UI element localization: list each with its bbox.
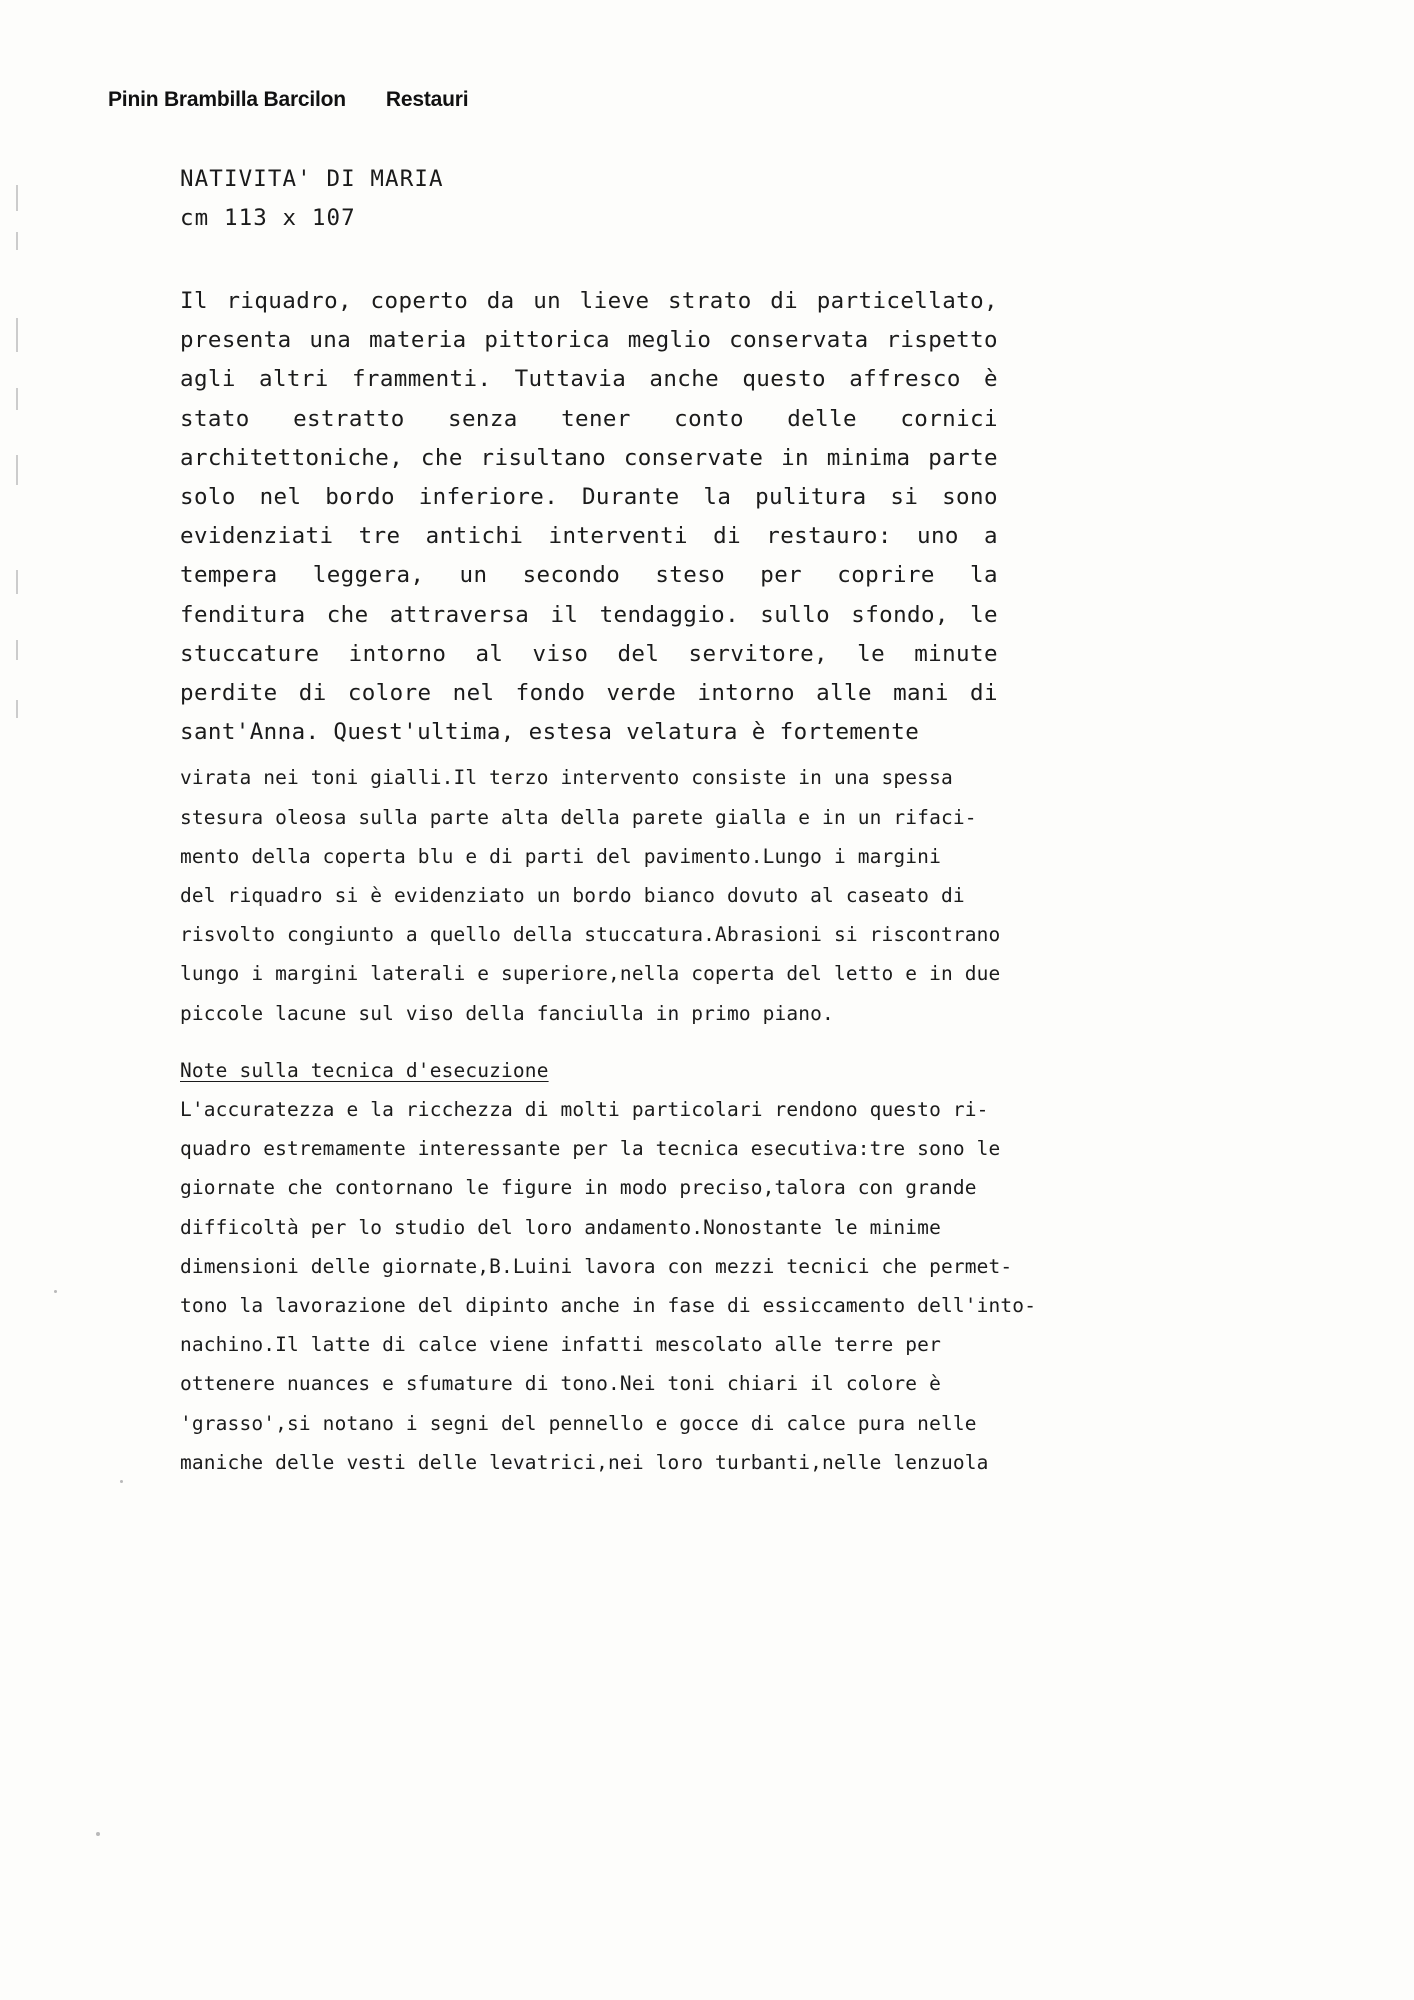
text-word: intorno xyxy=(348,640,447,667)
text-word: per xyxy=(760,562,803,589)
text-word: al xyxy=(475,640,504,667)
text-word: che xyxy=(420,444,463,471)
text-line: L'accuratezza e la ricchezza di molti particolari rendono questo ri- xyxy=(180,1098,989,1122)
text-word: le xyxy=(970,601,998,628)
text-word: affresco xyxy=(849,366,961,393)
text-word: un xyxy=(533,288,562,314)
text-word: anche xyxy=(649,366,720,393)
text-word: pittorica xyxy=(484,327,610,354)
text-line xyxy=(180,596,998,635)
text-word: la xyxy=(703,484,732,511)
text-line: del riquadro si è evidenziato un bordo bianco dovuto al caseato di xyxy=(180,884,965,908)
text-line: nachino.Il latte di calce viene infatti mescolato alle terre per xyxy=(180,1333,941,1357)
text-word: perdite xyxy=(180,680,278,707)
text-word: particellato, xyxy=(816,288,998,314)
text-line xyxy=(180,282,998,321)
technique-notes-paragraph xyxy=(180,1090,1037,1482)
text-word: stato xyxy=(180,405,250,432)
section-subheading: Note sulla tecnica d'esecuzione xyxy=(180,1058,549,1082)
scan-edge-mark xyxy=(16,232,18,250)
text-line xyxy=(180,439,998,478)
artwork-title: NATIVITA' DI MARIA xyxy=(180,166,444,192)
text-word: tendaggio. xyxy=(599,601,740,628)
text-word: che xyxy=(326,601,369,628)
text-word: senza xyxy=(448,405,518,432)
text-word: conservate xyxy=(623,444,764,471)
text-word: agli xyxy=(180,366,236,393)
text-word: leggera, xyxy=(312,562,425,589)
text-word: di xyxy=(970,680,998,707)
text-line xyxy=(180,478,998,517)
text-word: sfondo, xyxy=(851,601,949,628)
text-line: stesura oleosa sulla parte alta della parete gialla e in un rifaci- xyxy=(180,805,977,829)
text-word: conservata xyxy=(729,327,869,354)
text-line xyxy=(180,400,998,439)
text-word: nel xyxy=(259,484,302,511)
text-word: del xyxy=(617,640,660,667)
artwork-title-block xyxy=(180,160,998,238)
text-line xyxy=(180,321,998,360)
text-word: frammenti. xyxy=(351,366,492,393)
text-word: riquadro, xyxy=(226,288,352,314)
text-word: risultano xyxy=(480,444,607,471)
text-word: rispetto xyxy=(886,327,998,354)
scan-edge-mark xyxy=(16,318,18,352)
text-line: piccole lacune sul viso della fanciulla in primo piano. xyxy=(180,1001,834,1025)
text-word: pulitura xyxy=(755,484,867,511)
text-line: difficoltà per lo studio del loro andamento.Nonostante le minime xyxy=(180,1215,941,1239)
text-line: ottenere nuances e sfumature di tono.Nei toni chiari il colore è xyxy=(180,1372,941,1396)
text-word: una xyxy=(309,327,352,354)
text-word: Tuttavia xyxy=(514,366,627,393)
text-line: lungo i margini laterali e superiore,nella coperta del letto e in due xyxy=(180,962,1001,986)
text-line: risvolto congiunto a quello della stuccatura.Abrasioni si riscontrano xyxy=(180,923,1001,947)
text-word: minima xyxy=(826,444,911,471)
text-line: giornate che contornano le figure in modo preciso,talora con grande xyxy=(180,1176,977,1200)
text-word: inferiore. xyxy=(418,484,559,511)
text-word: cornici xyxy=(900,405,998,432)
text-word: in xyxy=(781,444,809,471)
text-line: 'grasso',si notano i segni del pennello e gocce di calce pura nelle xyxy=(180,1411,977,1435)
text-word: conto xyxy=(674,405,744,432)
scan-speck xyxy=(120,1480,123,1483)
text-word: sullo xyxy=(760,601,831,628)
text-word: di xyxy=(770,288,799,314)
text-word: interventi xyxy=(548,523,688,550)
text-line: mento della coperta blu e di parti del pavimento.Lungo i margini xyxy=(180,844,941,868)
text-word: steso xyxy=(655,562,726,589)
scan-speck xyxy=(54,1290,57,1293)
text-line xyxy=(180,674,998,713)
text-line: sant'Anna. Quest'ultima, estesa velatura è fortemente xyxy=(180,719,920,746)
text-word: da xyxy=(486,288,515,314)
text-line: virata nei toni gialli.Il terzo intervento consiste in una spessa xyxy=(180,766,953,790)
text-word: un xyxy=(459,562,488,589)
text-word: il xyxy=(550,601,579,628)
scan-speck xyxy=(96,1832,100,1836)
text-word: lieve xyxy=(579,288,650,314)
text-word: bordo xyxy=(325,484,395,511)
text-line: tono la lavorazione del dipinto anche in fase di essiccamento dell'into- xyxy=(180,1294,1037,1318)
text-line: maniche delle vesti delle levatrici,nei loro turbanti,nelle lenzuola xyxy=(180,1450,989,1474)
scan-edge-mark xyxy=(16,455,18,485)
text-word: attraversa xyxy=(389,601,530,628)
text-word: strato xyxy=(667,288,752,314)
text-word: uno xyxy=(917,523,959,550)
text-line: dimensioni delle giornate,B.Luini lavora con mezzi tecnici che permet- xyxy=(180,1254,1013,1278)
text-word: viso xyxy=(532,640,589,667)
running-head-author: Pinin Brambilla Barcilon xyxy=(108,88,346,111)
text-word: tempera xyxy=(180,562,278,589)
text-line xyxy=(180,635,998,674)
text-word: coprire xyxy=(837,562,935,589)
text-word: coperto xyxy=(370,288,469,314)
running-head-section: Restauri xyxy=(385,88,469,111)
text-word: estratto xyxy=(293,405,405,432)
text-word: parte xyxy=(928,444,998,471)
text-word: sono xyxy=(942,484,998,511)
text-word: presenta xyxy=(180,327,292,354)
text-line xyxy=(180,556,998,595)
text-word: Durante xyxy=(581,484,680,511)
text-word: stuccature xyxy=(180,640,320,667)
description-paragraph-continued xyxy=(180,758,1001,1032)
text-word: Il xyxy=(180,288,208,314)
text-word: fondo xyxy=(515,680,586,707)
text-word: evidenziati xyxy=(180,523,334,550)
document-body xyxy=(180,160,1037,1482)
text-word: materia xyxy=(368,327,467,354)
text-word: restauro: xyxy=(766,523,892,550)
text-word: nel xyxy=(452,680,495,707)
text-word: minute xyxy=(914,640,998,667)
text-word: alle xyxy=(816,680,872,707)
text-word: verde xyxy=(606,680,677,707)
description-paragraph-primary xyxy=(180,282,998,752)
text-line xyxy=(180,360,998,399)
text-word: di xyxy=(298,680,327,707)
text-word: colore xyxy=(347,680,432,707)
text-word: antichi xyxy=(425,523,524,550)
scan-edge-mark xyxy=(16,388,18,410)
text-word: si xyxy=(890,484,919,511)
text-word: architettoniche, xyxy=(180,444,404,471)
running-head xyxy=(108,88,468,112)
text-word: delle xyxy=(787,405,857,432)
text-word: fenditura xyxy=(180,601,306,628)
text-word: questo xyxy=(742,366,827,393)
text-word: di xyxy=(713,523,742,550)
scan-edge-mark xyxy=(16,700,18,718)
text-word: meglio xyxy=(627,327,712,354)
text-word: è xyxy=(984,366,998,393)
scan-edge-mark xyxy=(16,640,18,660)
text-word: servitore, xyxy=(688,640,828,667)
text-word: altri xyxy=(259,366,329,393)
artwork-dimensions: cm 113 x 107 xyxy=(180,205,356,231)
text-word: solo xyxy=(180,484,236,511)
text-word: secondo xyxy=(522,562,621,589)
text-word: le xyxy=(857,640,886,667)
text-word: la xyxy=(970,562,998,589)
text-word: tre xyxy=(358,523,401,550)
text-word: mani xyxy=(893,680,949,707)
text-word: tener xyxy=(561,405,631,432)
scan-edge-mark xyxy=(16,570,18,594)
scan-edge-mark xyxy=(16,185,18,211)
text-line xyxy=(180,517,998,556)
text-word: intorno xyxy=(697,680,795,707)
text-word: a xyxy=(984,523,998,550)
text-line: quadro estremamente interessante per la tecnica esecutiva:tre sono le xyxy=(180,1137,1001,1161)
